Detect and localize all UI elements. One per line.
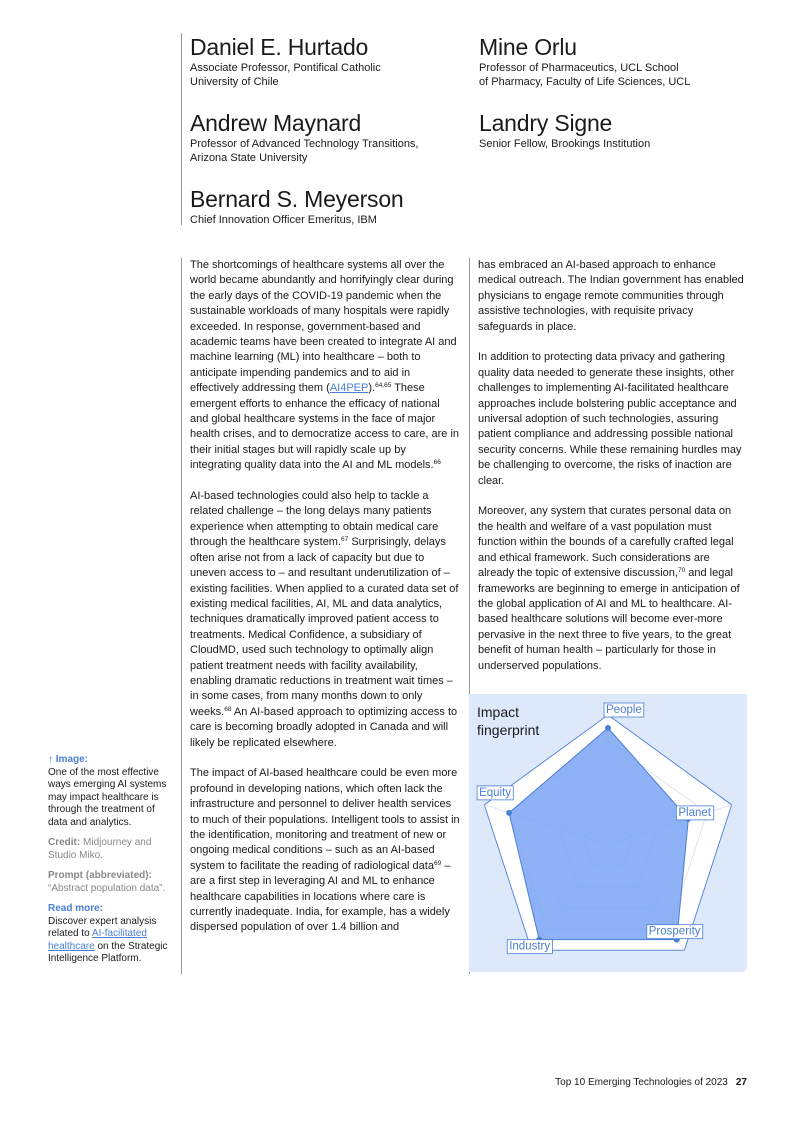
caption-image-label: ↑ Image: bbox=[48, 754, 89, 765]
body-column-right bbox=[478, 258, 744, 689]
author-role-line: Professor of Advanced Technology Transitions, bbox=[190, 138, 419, 150]
text-run: on the Strategic Intelligence Platform. bbox=[48, 940, 168, 964]
reference: 67 bbox=[341, 536, 349, 544]
paragraph bbox=[190, 766, 460, 935]
credit-label: Credit: bbox=[48, 837, 81, 848]
text-run: – are a first step in leveraging AI and ML to enhance healthcare capabilities in locations where care is currently inadequate. India, for example, has a widely dispersed population of over 1.4 billion and bbox=[190, 859, 451, 934]
text-run: The shortcomings of healthcare systems all over the world became abundantly and horrifyingly clear during the early days of the COVID-19 pandemic when the sustainable workloads of many hospitals were rapidly exceeded. In response, government-based and academic teams have been created to integrate AI and machine learning (ML) into healthcare – both to anticipate impending pandemics and to aid in effectively addressing them ( bbox=[190, 259, 457, 395]
text-run: These emergent efforts to enhance the efficacy of national and global healthcare systems in the face of major health crises, and to democratize access to care, are in their initial stages but will rapidly scale up by integrating quality data into the AI and ML models. bbox=[190, 382, 460, 472]
paragraph bbox=[190, 258, 460, 474]
author-name: Andrew Maynard bbox=[190, 110, 362, 136]
radar-label-prosperity: Prosperity bbox=[648, 925, 701, 938]
reference: 69 bbox=[433, 859, 442, 867]
author-meyerson bbox=[190, 186, 460, 227]
radar-label-equity: Equity bbox=[479, 786, 512, 799]
text-run: ). bbox=[368, 382, 376, 395]
author-role-line: Senior Fellow, Brookings Institution bbox=[479, 138, 651, 150]
reference: 68 bbox=[224, 705, 232, 713]
author-role-line: Professor of Pharmaceutics, UCL School bbox=[479, 62, 679, 74]
author-role-line: of Pharmacy, Faculty of Life Sciences, UCL bbox=[479, 76, 691, 88]
radar-label-people: People bbox=[606, 704, 642, 716]
text-run: AI-based technologies could also help to tackle a related challenge – the long delays many patients experience when attempting to obtain medical care through the healthcare system. bbox=[190, 490, 439, 549]
caption-image-text: One of the most effective ways emerging AI systems may impact healthcare is through the treatment of data and analytics. bbox=[48, 766, 167, 828]
caption-image-block bbox=[48, 754, 176, 829]
paragraph bbox=[478, 504, 744, 673]
text-run: and legal frameworks are beginning to emerge in anticipation of the global application of AI and ML to healthcare. AI-based healthcare solutions will become ever-more pervasive in the next three to five years, to the great benefit of human health – particularly for those in underserved populations. bbox=[478, 567, 740, 672]
text-run: Discover expert analysis related to bbox=[48, 915, 157, 939]
read-more-label: Read more: bbox=[48, 903, 104, 914]
reference: 70 bbox=[677, 567, 686, 575]
text-run: Moreover, any system that curates personal data on the health and welfare of a vast population must function within the bounds of a carefully crafted legal and ethical framework. Such considerations are already the topic of extensive discussion, bbox=[478, 505, 734, 580]
caption-credit bbox=[48, 837, 176, 862]
footer-title: Top 10 Emerging Technologies of 2023 bbox=[555, 1077, 728, 1088]
text-run: Surprisingly, delays often arise not from a lack of capacity but due to uneven access to – and resultant underutilization of – existing facilities. When applied to a curated data set of existing medical facilities, AI, ML and data analytics, techniques dramatically improved patient access to treatments. Medical Confidence, a subsidiary of CloudMD, used such technology to optimally align patient treatment needs with facility availability, enabling dramatic reductions in treatment wait times – in some cases, from many months down to only weeks. bbox=[190, 536, 459, 718]
text-run: The impact of AI-based healthcare could be even more profound in developing nations, which often lack the infrastructure and personnel to deliver health services to much of their populations. Intelligent tools to assist in the identification, monitoring and treatment of new or ongoing medical conditions – such as an AI-based system to facilitate the reading of radiological data bbox=[190, 767, 460, 872]
reference: 66 bbox=[433, 459, 441, 467]
author-role-line: Chief Innovation Officer Emeritus, IBM bbox=[190, 214, 377, 226]
text-run: An AI-based approach to optimizing access to care is becoming broadly adopted in Canada and will likely be replicated elsewhere. bbox=[190, 705, 458, 749]
impact-radar-chart bbox=[469, 694, 747, 972]
image-caption bbox=[48, 754, 176, 974]
radar-point bbox=[506, 810, 512, 816]
author-name: Mine Orlu bbox=[479, 34, 577, 60]
paragraph: In addition to protecting data privacy and gathering quality data needed to generate these insights, other challenges to implementing AI-facilitated healthcare approaches include bolstering public acceptance and universal adoption of such technologies, assuring patient compliance and addressing possible national security concerns. While these remaining hurdles may be challenging to overcome, the risks of inaction are clear. bbox=[478, 351, 742, 487]
header-rule-left bbox=[181, 33, 182, 225]
page-number: 27 bbox=[735, 1077, 747, 1088]
radar-label-planet: Planet bbox=[678, 806, 711, 819]
body-column-left bbox=[190, 258, 460, 951]
paragraph: has embraced an AI-based approach to enhance medical outreach. The Indian government has enabled physicians to engage remote communities through assistive technologies, with requisite privacy safeguards in place. bbox=[478, 259, 744, 333]
radar-point bbox=[605, 725, 611, 731]
author-role-line: University of Chile bbox=[190, 76, 279, 88]
author-name: Daniel E. Hurtado bbox=[190, 34, 369, 60]
author-maynard bbox=[190, 110, 465, 165]
ai4pep-link[interactable]: AI4PEP bbox=[329, 382, 369, 395]
author-role-line: Associate Professor, Pontifical Catholic bbox=[190, 62, 381, 74]
author-orlu bbox=[479, 34, 749, 89]
radar-label-industry: Industry bbox=[509, 940, 551, 953]
paragraph bbox=[190, 489, 460, 751]
caption-read-more bbox=[48, 903, 176, 966]
author-hurtado bbox=[190, 34, 460, 89]
reference: 64,65 bbox=[375, 382, 392, 390]
prompt-label: Prompt (abbreviated): bbox=[48, 870, 152, 881]
author-signe bbox=[479, 110, 749, 151]
body-rule-left bbox=[181, 258, 182, 974]
author-role-line: Arizona State University bbox=[190, 152, 308, 164]
author-name: Landry Signe bbox=[479, 110, 613, 136]
impact-title: Impact fingerprint bbox=[477, 704, 540, 738]
caption-prompt bbox=[48, 870, 176, 895]
page-footer bbox=[555, 1077, 747, 1088]
author-name: Bernard S. Meyerson bbox=[190, 186, 404, 212]
ai-healthcare-link[interactable]: AI-facilitated healthcare bbox=[48, 928, 147, 952]
prompt-text: “Abstract population data”. bbox=[48, 882, 166, 894]
read-more-text bbox=[48, 916, 176, 966]
credit-text: Midjourney and Studio Miko. bbox=[48, 837, 152, 861]
